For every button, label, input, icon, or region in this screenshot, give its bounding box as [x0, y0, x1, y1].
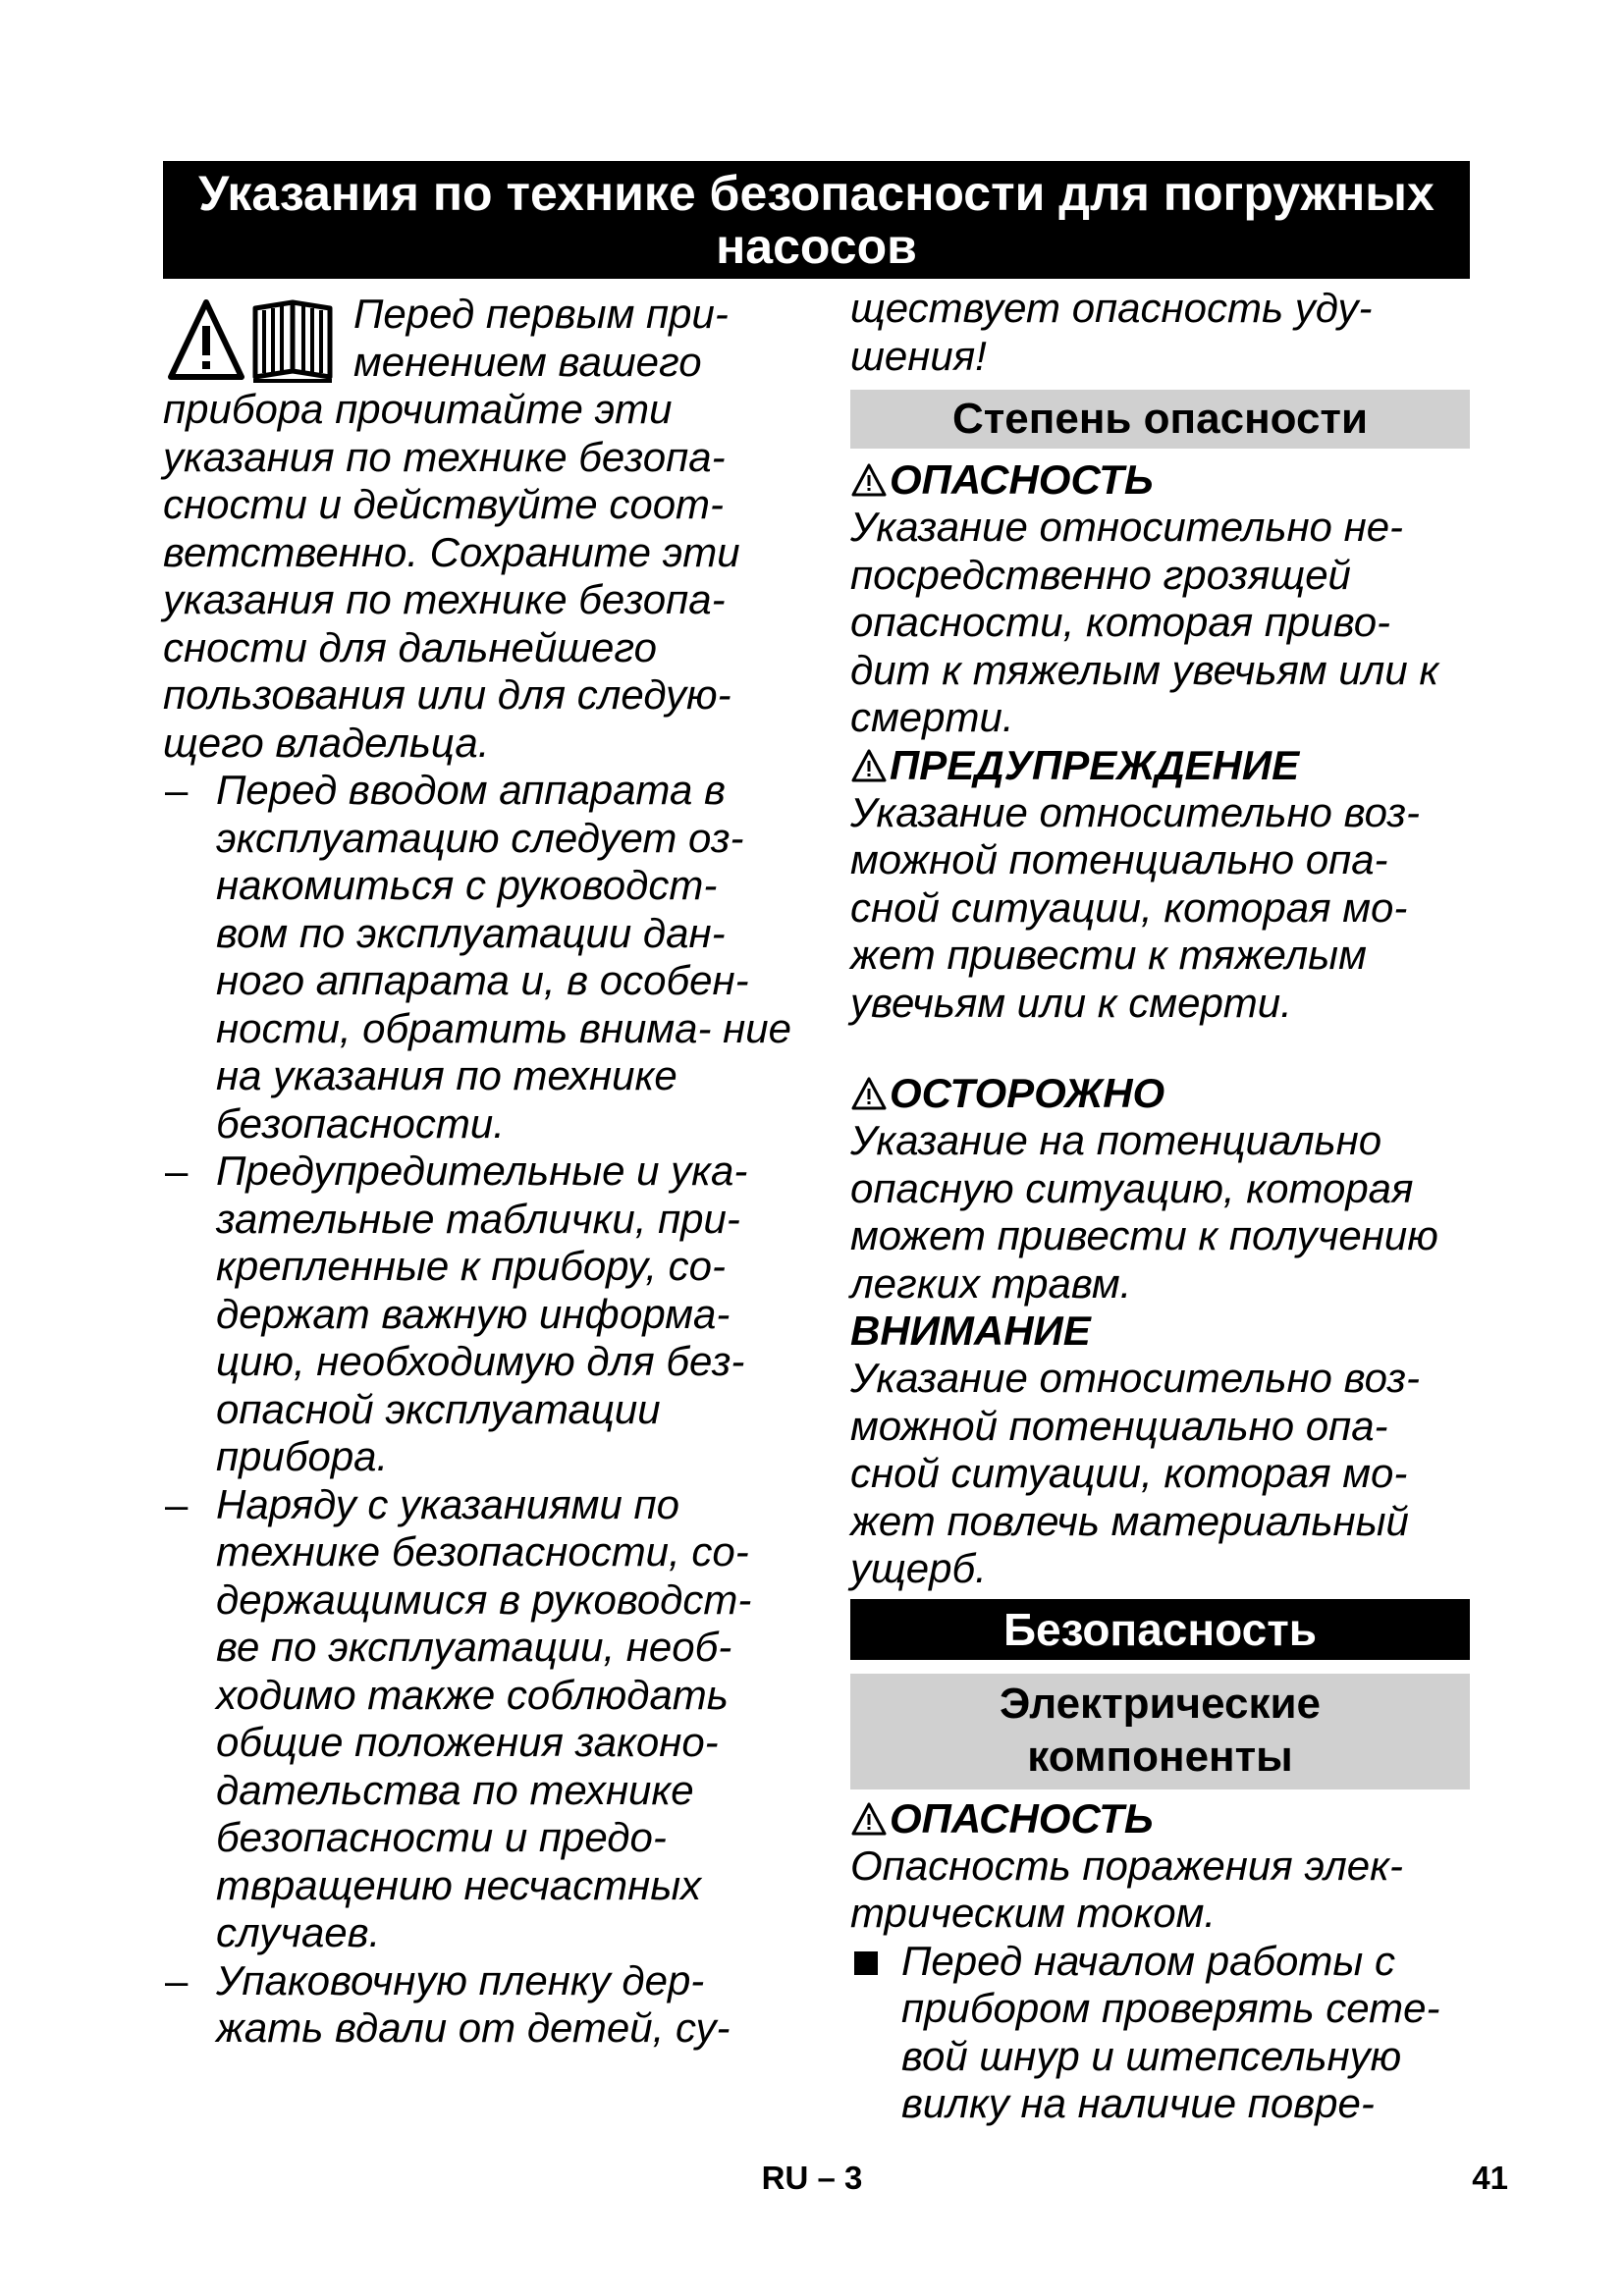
list-item-text: Упаковочную пленку дер- жать вдали от детей, су-: [216, 1956, 731, 2051]
danger-heading: [850, 456, 1470, 504]
warning-triangle-icon: [850, 748, 888, 783]
list-item: [163, 1957, 791, 2053]
caution-label: ОСТОРОЖНО: [890, 1070, 1165, 1116]
caution-text: Указание на потенциально опасную ситуацию, которая может привести к получению легких травм.: [850, 1117, 1438, 1307]
intro-icon-group: [165, 294, 342, 385]
list-item-text: Перед началом работы с прибором проверять сете- вой шнур и штепсельную вилку на наличие повре-: [901, 1937, 1440, 2126]
list-item: [850, 1938, 1470, 2128]
attention-heading: ВНИМАНИЕ: [850, 1308, 1091, 1354]
warning-triangle-icon: [850, 1801, 888, 1837]
electrical-danger-block: [850, 1795, 1470, 1938]
safety-bullet-list: [163, 767, 791, 2053]
continuation-text: ществует опасность уду- шения!: [850, 285, 1373, 379]
dash-marker: –: [165, 1956, 189, 2003]
warning-triangle-icon: [850, 462, 888, 498]
intro-line-1: Перед первым при-: [353, 291, 729, 337]
list-item: [163, 1481, 791, 1957]
dash-marker: –: [165, 1480, 189, 1527]
page-title: [163, 161, 1470, 279]
footer-section-page: RU – 3: [761, 2160, 863, 2196]
caution-heading: [850, 1070, 1470, 1117]
caution-level-block: [850, 1070, 1470, 1308]
intro-line-2: менением вашего: [353, 338, 702, 385]
electrical-danger-text: Опасность поражения элек- трическим током.: [850, 1842, 1403, 1936]
warning-triangle-icon: [171, 302, 242, 377]
intro-paragraph: прибора прочитайте эти указания по технике безопа- сности и действуйте соот- ветственно. Сохраните эти указания по технике безопа- сности для дальнейшего пользования или для следую- щего владельца.: [163, 386, 740, 766]
list-item: [163, 767, 791, 1148]
list-item-text: Предупредительные и ука- зательные таблички, при- крепленные к прибору, со- держат важную информа- цию, необходимую для без- опасной эксплуатации прибора.: [216, 1148, 748, 1479]
safety-heading: Безопасность: [850, 1599, 1470, 1660]
intro-block: [163, 291, 791, 767]
danger-text: Указание относительно не- посредственно грозящей опасности, которая приво- дит к тяжелым увечьям или к смерти.: [850, 504, 1439, 740]
electrical-danger-heading: [850, 1795, 1470, 1842]
warning-heading: [850, 742, 1470, 789]
warning-text: Указание относительно воз- можной потенциально опа- сной ситуации, которая мо- жет привести к тяжелым увечьям или к смерти.: [850, 788, 1420, 1026]
list-item-text: Перед вводом аппарата в эксплуатацию следует оз- накомиться с руководст- вом по эксплуатации дан- ного аппарата и, в особен- ности, обратить внима- ние на указания по технике безопасности.: [216, 767, 791, 1147]
page-title-text: Указания по технике безопасности для погружных насосов: [198, 166, 1435, 274]
left-column: [163, 291, 791, 2053]
intro-icons: [165, 294, 342, 385]
electrical-heading: Электрические компоненты: [850, 1674, 1470, 1789]
manual-book-icon: [253, 302, 332, 381]
degree-heading: Степень опасности: [850, 390, 1470, 449]
attention-block: [850, 1308, 1470, 1593]
attention-text: Указание относительно воз- можной потенциально опа- сной ситуации, которая мо- жет повлечь материальный ущерб.: [850, 1355, 1420, 1591]
square-bullet-icon: [854, 1951, 878, 1975]
danger-label: ОПАСНОСТЬ: [890, 456, 1154, 503]
warning-label: ПРЕДУПРЕЖДЕНИЕ: [890, 741, 1300, 788]
dash-marker: –: [165, 1148, 189, 1194]
electrical-danger-label: ОПАСНОСТЬ: [890, 1794, 1154, 1842]
list-item-text: Наряду с указаниями по технике безопасности, со- держащимися в руководст- ве по эксплуатации, необ- ходимо также соблюдать общие положения законо- дательства по технике безопасности и предо- твращению несчастных случаев.: [216, 1480, 752, 1955]
electrical-check-list: [850, 1938, 1470, 2128]
right-column: [850, 285, 1470, 2128]
dash-marker: –: [165, 767, 189, 813]
footer-page-number: 41: [1472, 2160, 1508, 2196]
danger-level-block: [850, 456, 1470, 742]
warning-triangle-icon: [850, 1076, 888, 1111]
list-item: [163, 1148, 791, 1481]
warning-level-block: [850, 742, 1470, 1028]
